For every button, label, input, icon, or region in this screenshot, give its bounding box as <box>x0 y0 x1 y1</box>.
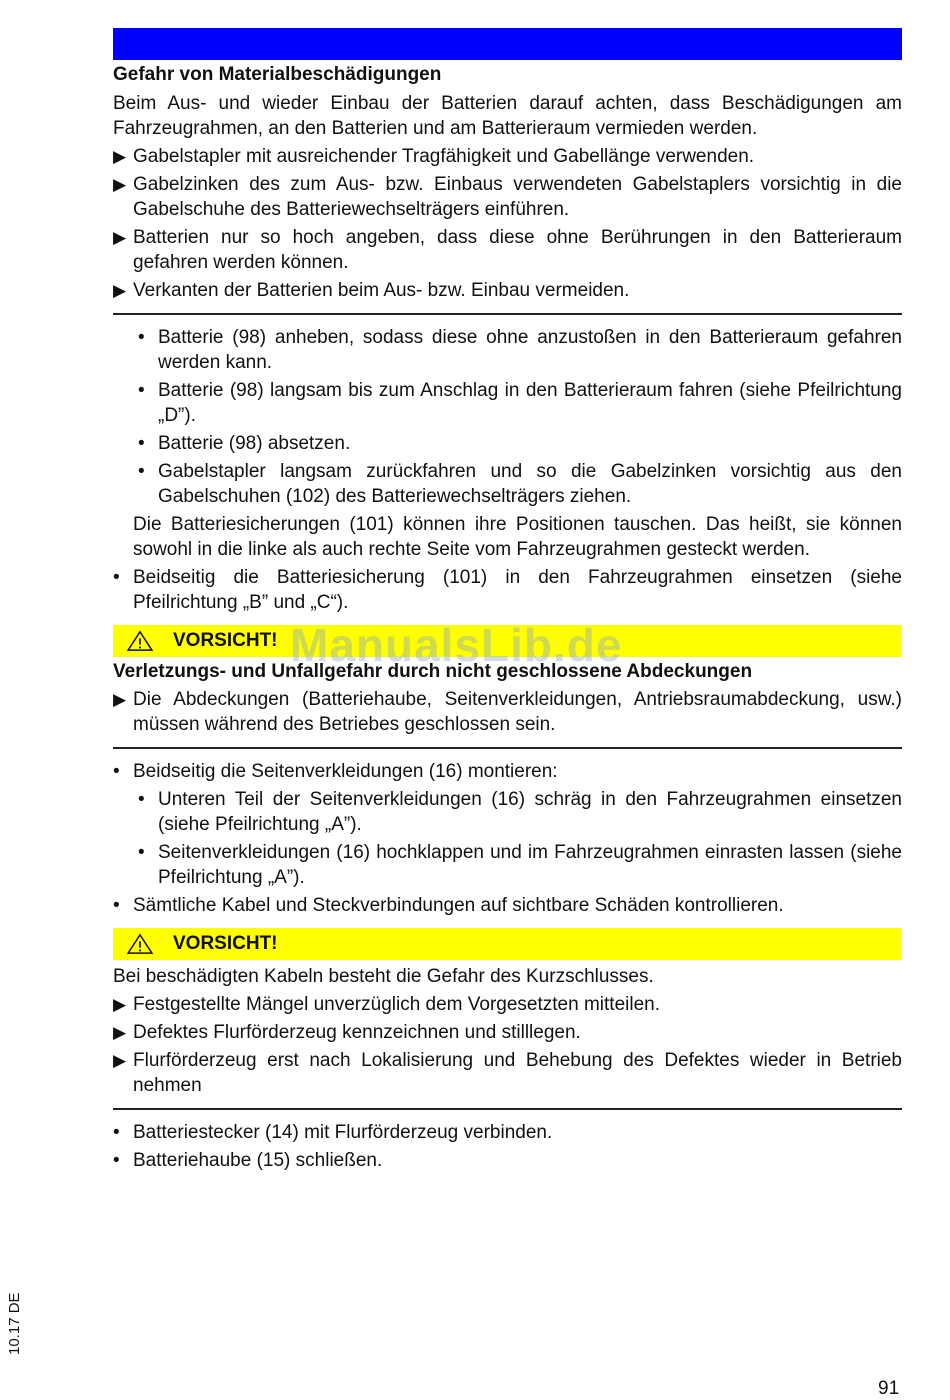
manual-page <box>113 28 902 1173</box>
bullet-icon: • <box>138 433 145 454</box>
bullet-icon: • <box>113 1122 120 1143</box>
caution-label: VORSICHT! <box>173 933 278 954</box>
bullet-icon: • <box>138 842 145 863</box>
bullet-icon: • <box>113 1150 120 1171</box>
notice-bar <box>113 28 902 60</box>
arrow-icon: ▶ <box>113 175 127 194</box>
arrow-item: ▶ Die Abdeckungen (Batteriehaube, Seitenverkleidungen, Antriebsraumabdeckung, usw.) müssen während des Betriebes geschlossen sein. <box>113 689 902 735</box>
bullet-icon: • <box>113 761 120 782</box>
list-item: • Sämtliche Kabel und Steckverbindungen auf sichtbare Schäden kontrollieren. <box>113 895 784 916</box>
divider <box>113 1108 902 1110</box>
caution-label: VORSICHT! <box>173 630 278 651</box>
arrow-icon: ▶ <box>113 690 127 709</box>
page-number: 91 <box>878 1378 900 1399</box>
arrow-icon: ▶ <box>113 281 127 300</box>
arrow-icon: ▶ <box>113 1023 127 1042</box>
list-item: • Batteriehaube (15) schließen. <box>113 1150 383 1171</box>
bullet-icon: • <box>138 380 145 401</box>
list-item: • Batterie (98) anheben, sodass diese ohne anzustoßen in den Batterieraum gefahren werden kann. <box>138 327 902 373</box>
arrow-item: ▶ Batterien nur so hoch angeben, dass diese ohne Berührungen in den Batterieraum gefahren werden können. <box>113 227 902 273</box>
warning-triangle-icon <box>125 630 155 652</box>
arrow-icon: ▶ <box>113 1051 127 1070</box>
arrow-item: ▶ Defektes Flurförderzeug kennzeichnen und stilllegen. <box>113 1022 581 1043</box>
bullet-icon: • <box>113 895 120 916</box>
bullet-icon: • <box>138 789 145 810</box>
list-item: • Gabelstapler langsam zurückfahren und so die Gabelzinken vorsichtig aus den Gabelschuhen (102) des Batteriewechselträgers ziehen. <box>138 461 902 507</box>
list-item: • Seitenverkleidungen (16) hochklappen und im Fahrzeugrahmen einrasten lassen (siehe Pfeilrichtung „A”). <box>138 842 902 888</box>
arrow-item: ▶ Festgestellte Mängel unverzüglich dem Vorgesetzten mitteilen. <box>113 994 660 1015</box>
bullet-icon: • <box>138 327 145 348</box>
list-item: • Batteriestecker (14) mit Flurförderzeug verbinden. <box>113 1122 553 1143</box>
caution-bar <box>113 625 902 657</box>
divider <box>113 313 902 315</box>
bullet-icon: • <box>138 461 145 482</box>
divider <box>113 747 902 749</box>
arrow-item: ▶ Gabelzinken des zum Aus- bzw. Einbaus verwendeten Gabelstaplers vorsichtig in die Gabelschuhe des Batteriewechselträgers einführen. <box>113 174 902 220</box>
arrow-item: ▶ Flurförderzeug erst nach Lokalisierung und Behebung des Defektes wieder in Betrieb nehmen <box>113 1050 902 1096</box>
intro-paragraph: Beim Aus- und wieder Einbau der Batterien darauf achten, dass Beschädigungen am Fahrzeugrahmen, an den Batterien und am Batterieraum vermieden werden. <box>113 93 902 139</box>
watermark: ManualsLib.de <box>290 619 623 671</box>
caution-bar <box>113 928 902 960</box>
arrow-icon: ▶ <box>113 995 127 1014</box>
caution-intro: Bei beschädigten Kabeln besteht die Gefahr des Kurzschlusses. <box>113 966 654 987</box>
section-heading: Gefahr von Materialbeschädigungen <box>113 64 442 85</box>
caution-heading: Verletzungs- und Unfallgefahr durch nicht geschlossene Abdeckungen <box>113 661 753 682</box>
arrow-item: ▶ Verkanten der Batterien beim Aus- bzw. Einbau vermeiden. <box>113 280 630 301</box>
list-item: • Batterie (98) absetzen. <box>138 433 351 454</box>
note-paragraph: Die Batteriesicherungen (101) können ihre Positionen tauschen. Das heißt, sie können sowohl in die linke als auch rechte Seite vom Fahrzeugrahmen gesteckt werden. <box>133 514 902 560</box>
arrow-icon: ▶ <box>113 147 127 166</box>
list-item: • Beidseitig die Batteriesicherung (101) in den Fahrzeugrahmen einsetzen (siehe Pfeilrichtung „B” und „C“). <box>113 567 902 613</box>
warning-triangle-icon <box>125 933 155 955</box>
list-item: • Beidseitig die Seitenverkleidungen (16) montieren: <box>113 761 558 782</box>
arrow-item: ▶ Gabelstapler mit ausreichender Tragfähigkeit und Gabellänge verwenden. <box>113 146 755 167</box>
list-item: • Batterie (98) langsam bis zum Anschlag in den Batterieraum fahren (siehe Pfeilrichtung „D”). <box>138 380 902 426</box>
bullet-icon: • <box>113 567 120 588</box>
list-item: • Unteren Teil der Seitenverkleidungen (16) schräg in den Fahrzeugrahmen einsetzen (siehe Pfeilrichtung „A”). <box>138 789 902 835</box>
revision-date: 10.17 DE <box>6 1292 23 1355</box>
arrow-icon: ▶ <box>113 228 127 247</box>
